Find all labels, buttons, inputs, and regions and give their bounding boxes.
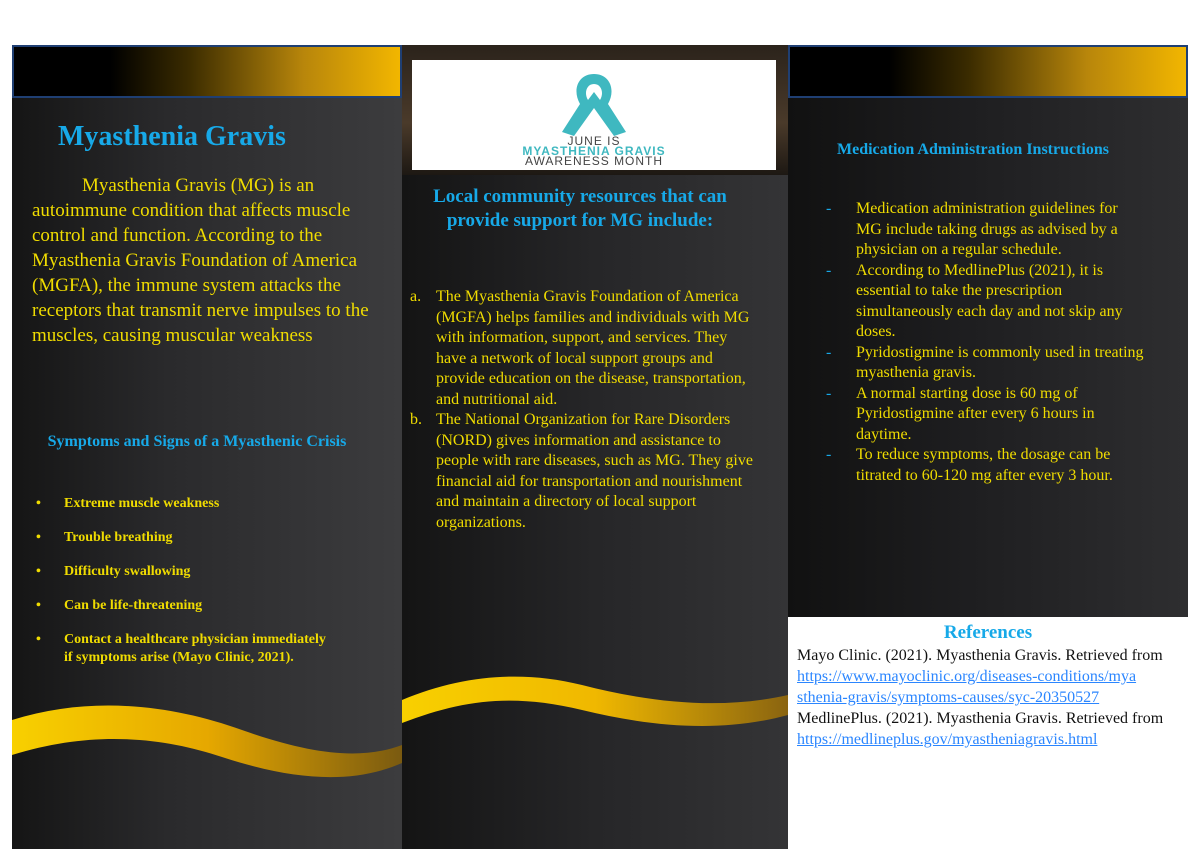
list-item: • Contact a healthcare physician immediately if symptoms arise (Mayo Clinic, 2021).: [36, 632, 326, 665]
resources-heading: Local community resources that can provide support for MG include:: [433, 186, 727, 231]
right-panel: [788, 45, 1188, 849]
banner-line1: JUNE IS: [567, 134, 621, 148]
list-item: • Difficulty swallowing: [36, 564, 191, 579]
gold-wave-decoration: [402, 655, 788, 755]
intro-paragraph: Myasthenia Gravis (MG) is an autoimmune condition that affects muscle control and function. According to the Myasthenia Gravis Foundation of America (MGFA), the immune system attacks the receptors that transmit nerve impulses to the muscles, causing muscular weakness: [32, 175, 369, 346]
list-item: - Pyridostigmine is commonly used in treating myasthenia gravis.: [826, 343, 1144, 381]
gold-wave-decoration: [12, 685, 402, 795]
list-item: • Can be life-threatening: [36, 598, 203, 613]
page-title: Myasthenia Gravis: [58, 121, 286, 152]
list-item: • Extreme muscle weakness: [36, 496, 220, 511]
list-item: a. The Myasthenia Gravis Foundation of America (MGFA) helps families and individuals with MG with information, support, and services. They have a network of local support groups and provide education on the disease, transportation, and nutritional aid.: [410, 288, 750, 408]
mayo-clinic-link[interactable]: https://www.mayoclinic.org/diseases-conditions/myasthenia-gravis/symptoms-causes/syc-20350527: [797, 668, 1137, 706]
medication-heading: Medication Administration Instructions: [836, 141, 1109, 158]
awareness-ribbon-icon: [554, 66, 634, 138]
resources-list: [410, 287, 760, 533]
symptoms-heading: Symptoms and Signs of a Myasthenic Crisis: [47, 433, 347, 450]
gold-header-stripe: [12, 45, 402, 98]
medlineplus-link[interactable]: https://medlineplus.gov/myastheniagravis.html: [797, 731, 1098, 748]
awareness-banner: [412, 60, 776, 170]
gold-header-stripe: [788, 45, 1188, 98]
reference-mayo: Mayo Clinic. (2021). Myasthenia Gravis. Retrieved from https://www.mayoclinic.org/diseases-conditions/myasthenia-gravis/symptoms-causes/syc-20350527: [797, 647, 1163, 706]
medication-list: [826, 199, 1144, 486]
middle-panel: [402, 45, 788, 849]
references-list: [797, 645, 1177, 750]
left-panel: [12, 45, 402, 849]
references-heading: References: [943, 622, 1033, 643]
list-item: - Medication administration guidelines for MG include taking drugs as advised by a physician on a regular schedule.: [826, 200, 1118, 258]
banner-line2: MYASTHENIA GRAVIS: [522, 144, 666, 158]
list-item: - A normal starting dose is 60 mg of Pyridostigmine after every 6 hours in daytime.: [826, 384, 1095, 443]
references-box: [788, 617, 1188, 849]
list-item: • Trouble breathing: [36, 530, 173, 545]
symptoms-list: [36, 495, 336, 667]
list-item: - According to MedlinePlus (2021), it is essential to take the prescription simultaneously each day and not skip any doses.: [826, 261, 1123, 340]
list-item: b. The National Organization for Rare Disorders (NORD) gives information and assistance to people with rare diseases, such as MG. They give financial aid for transportation and nourishment and maintain a directory of local support organizations.: [410, 411, 753, 531]
banner-line3: AWARENESS MONTH: [524, 154, 664, 168]
reference-medlineplus: MedlinePlus. (2021). Myasthenia Gravis. Retrieved from https://medlineplus.gov/myastheniagravis.html: [797, 708, 1177, 750]
list-item: - To reduce symptoms, the dosage can be titrated to 60-120 mg after every 3 hour.: [826, 446, 1113, 484]
